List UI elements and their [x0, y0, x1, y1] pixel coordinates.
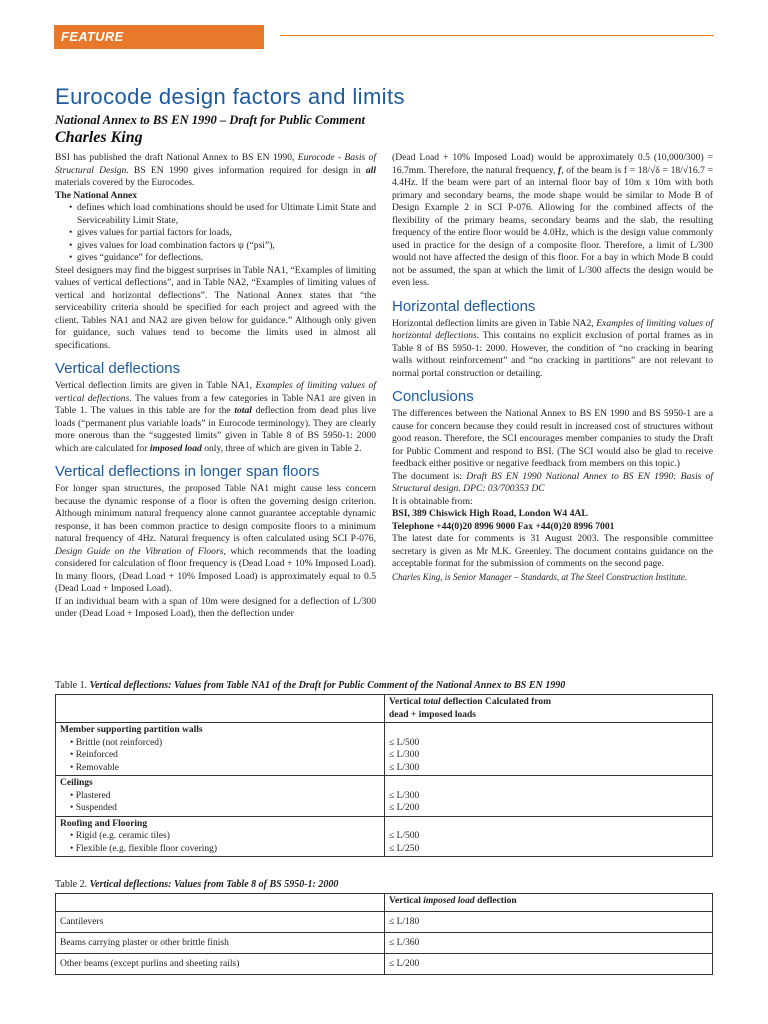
header-rule	[280, 35, 714, 36]
paragraph: For longer span structures, the proposed Table NA1 might cause less concern because the dynamic response of a floor is often the governing design criterion. Although minimum natural frequency alone cannot guarantee acceptable dynamic response, it has been common practice to design composite floors to a minimum natural frequency of 4Hz. Natural frequency is often calculated using SCI P-076, Design Guide on the Vibration of Floors, which recommends that the loading considered for calculation of floor frequency is (Dead Load + 10% Imposed Load). In many floors, (Dead Load + 10% Imposed Load) is approximately equal to 0.5 (Dead Load + Imposed Load).	[55, 483, 376, 594]
section-banner	[54, 25, 264, 49]
article-title: Eurocode design factors and limits	[55, 84, 405, 109]
annex-bullet-list	[55, 202, 376, 265]
paragraph: The differences between the National Annex to BS EN 1990 and BS 5950-1 are a cause for concern because they could result in increased cost of structures without good reason. Therefore, the SCI encourages member companies to study the Draft for Public Comment and respond to BSI. (The SCI would also be glad to receive feedback either positive or negative feedback from members on this topic.)	[392, 408, 713, 469]
table-row: Other beams (except purlins and sheeting rails) ≤ L/200	[56, 954, 713, 975]
table-row: Roofing and Flooring • Rigid (e.g. ceramic tiles) • Flexible (e.g. flexible floor covering) ≤ L/500 ≤ L/250	[56, 816, 713, 857]
table-row: Member supporting partition walls • Brittle (not reinforced) • Reinforced • Removable ≤ L/500 ≤ L/300 ≤ L/300	[56, 723, 713, 776]
left-column	[55, 152, 376, 621]
heading-vertical-deflections: Vertical deflections	[55, 360, 181, 377]
table1-caption: Table 1. Vertical deflections: Values from Table NA1 of the Draft for Public Comment of the National Annex to BS EN 1990	[55, 680, 566, 691]
table-2	[55, 893, 713, 975]
table2-header: Vertical imposed load deflection	[385, 894, 713, 912]
table2-caption: Table 2. Vertical deflections: Values from Table 8 of BS 5950-1: 2000	[55, 879, 339, 890]
address: BSI, 389 Chiswick High Road, London W4 4AL	[392, 508, 588, 519]
document-reference: The document is: Draft BS EN 1990 National Annex to BS EN 1990: Basis of Structural design. DPC: 03/700353 DC	[392, 470, 713, 494]
annex-heading: The National Annex	[55, 189, 138, 201]
list-item: • gives values for load combination factors ψ (“psi”),	[69, 240, 376, 253]
table1-header: Vertical total deflection Calculated from dead + imposed loads	[385, 695, 713, 723]
intro-paragraph: BSI has published the draft National Annex to BS EN 1990, Eurocode - Basis of Structural Design. BS EN 1990 gives information required for design in all materials covered by the Eurocodes.	[55, 152, 376, 188]
list-item: • gives “guidance” for deflections.	[69, 252, 376, 265]
table-row: Beams carrying plaster or other brittle finish ≤ L/360	[56, 933, 713, 954]
phone: Telephone +44(0)20 8996 9000 Fax +44(0)20 8996 7001	[392, 520, 615, 532]
list-item: • gives values for partial factors for loads,	[69, 227, 376, 240]
list-item: • defines which load combinations should be used for Ultimate Limit State and Serviceability Limit State,	[69, 202, 376, 227]
paragraph: Horizontal deflection limits are given in Table NA2, Examples of limiting values of horizontal deflections. This contains no explicit exclusion of portal frames as in Table 8 of BS 5950-1: 2000. However, the condition of “no cracking in bearing walls without reinforcement” and “no cracking in partitions” are not relevant to normal portal construction or detailing.	[392, 317, 713, 379]
heading-conclusions: Conclusions	[392, 388, 474, 405]
heading-longer-span: Vertical deflections in longer span floors	[55, 463, 320, 480]
paragraph: The latest date for comments is 31 August 2003. The responsible committee secretary is given as Mr M.K. Greenley. The document contains guidance on the acceptable format for the submission of comments on the second page.	[392, 533, 713, 569]
article-subtitle: National Annex to BS EN 1990 – Draft for Public Comment	[55, 113, 365, 127]
paragraph: Vertical deflection limits are given in Table NA1, Examples of limiting values of vertical deflections. The values from a few categories in Table NA1 are given in Table 1. The values in this table are for the total deflection from dead plus live loads (“permanent plus variable loads” in Eurocode terminology). They are clearly more onerous than the “suggested limits” given in Table 8 of BS 5950-1: 2000 which are calculated for imposed load only, three of which are given in Table 2.	[55, 380, 377, 454]
right-column	[392, 152, 713, 583]
heading-horizontal-deflections: Horizontal deflections	[392, 297, 536, 315]
table-row: Cantilevers ≤ L/180	[56, 912, 713, 933]
author-bio: Charles King, is Senior Manager – Standards, at The Steel Construction Institute.	[392, 571, 688, 582]
paragraph: It is obtainable from:	[392, 495, 473, 507]
paragraph: If an individual beam with a span of 10m were designed for a deflection of L/300 under (Dead Load + Imposed Load), then the deflection under	[55, 595, 376, 619]
article-author: Charles King	[55, 129, 143, 146]
section-label: FEATURE	[61, 29, 124, 44]
paragraph: (Dead Load + 10% Imposed Load) would be approximately 0.5 (10,000/300) = 16.7mm. Therefore, the natural frequency, f, of the beam is f = 18/√δ = 18/√16.7 = 4.4Hz. If the beam were part of an internal floor bay of 10m x 10m with both primary and secondary beams, the mode shape would be similar to Mode B of Design Example 2 in SCI P-076. Allowing for the combined affects of the flexibility of the primary beams, secondary beams and the slab, the resulting frequency of the entire floor would be 4.0Hz, which is the design value commonly used in practice for the design of a composite floor. Therefore, a limit of L/300 would not have affected the design of this floor. For a bay in which Mode B could not be assumed, the span at which the limit of L/300 affects the design would be even less.	[392, 152, 713, 288]
table-row: Ceilings • Plastered • Suspended ≤ L/300 ≤ L/200	[56, 776, 713, 817]
table-1	[55, 694, 713, 857]
paragraph: Steel designers may find the biggest surprises in Table NA1, “Examples of limiting values of vertical deflections”, and in Table NA2, “Examples of limiting values of vertical and horizontal deflections”. The National Annex states that “the serviceability criteria should be specified for each project and agreed with the client. Tables NA1 and NA2 are given below for guidance.” Although only given for guidance, such values tend to become the limits used in almost all specifications.	[55, 264, 376, 351]
